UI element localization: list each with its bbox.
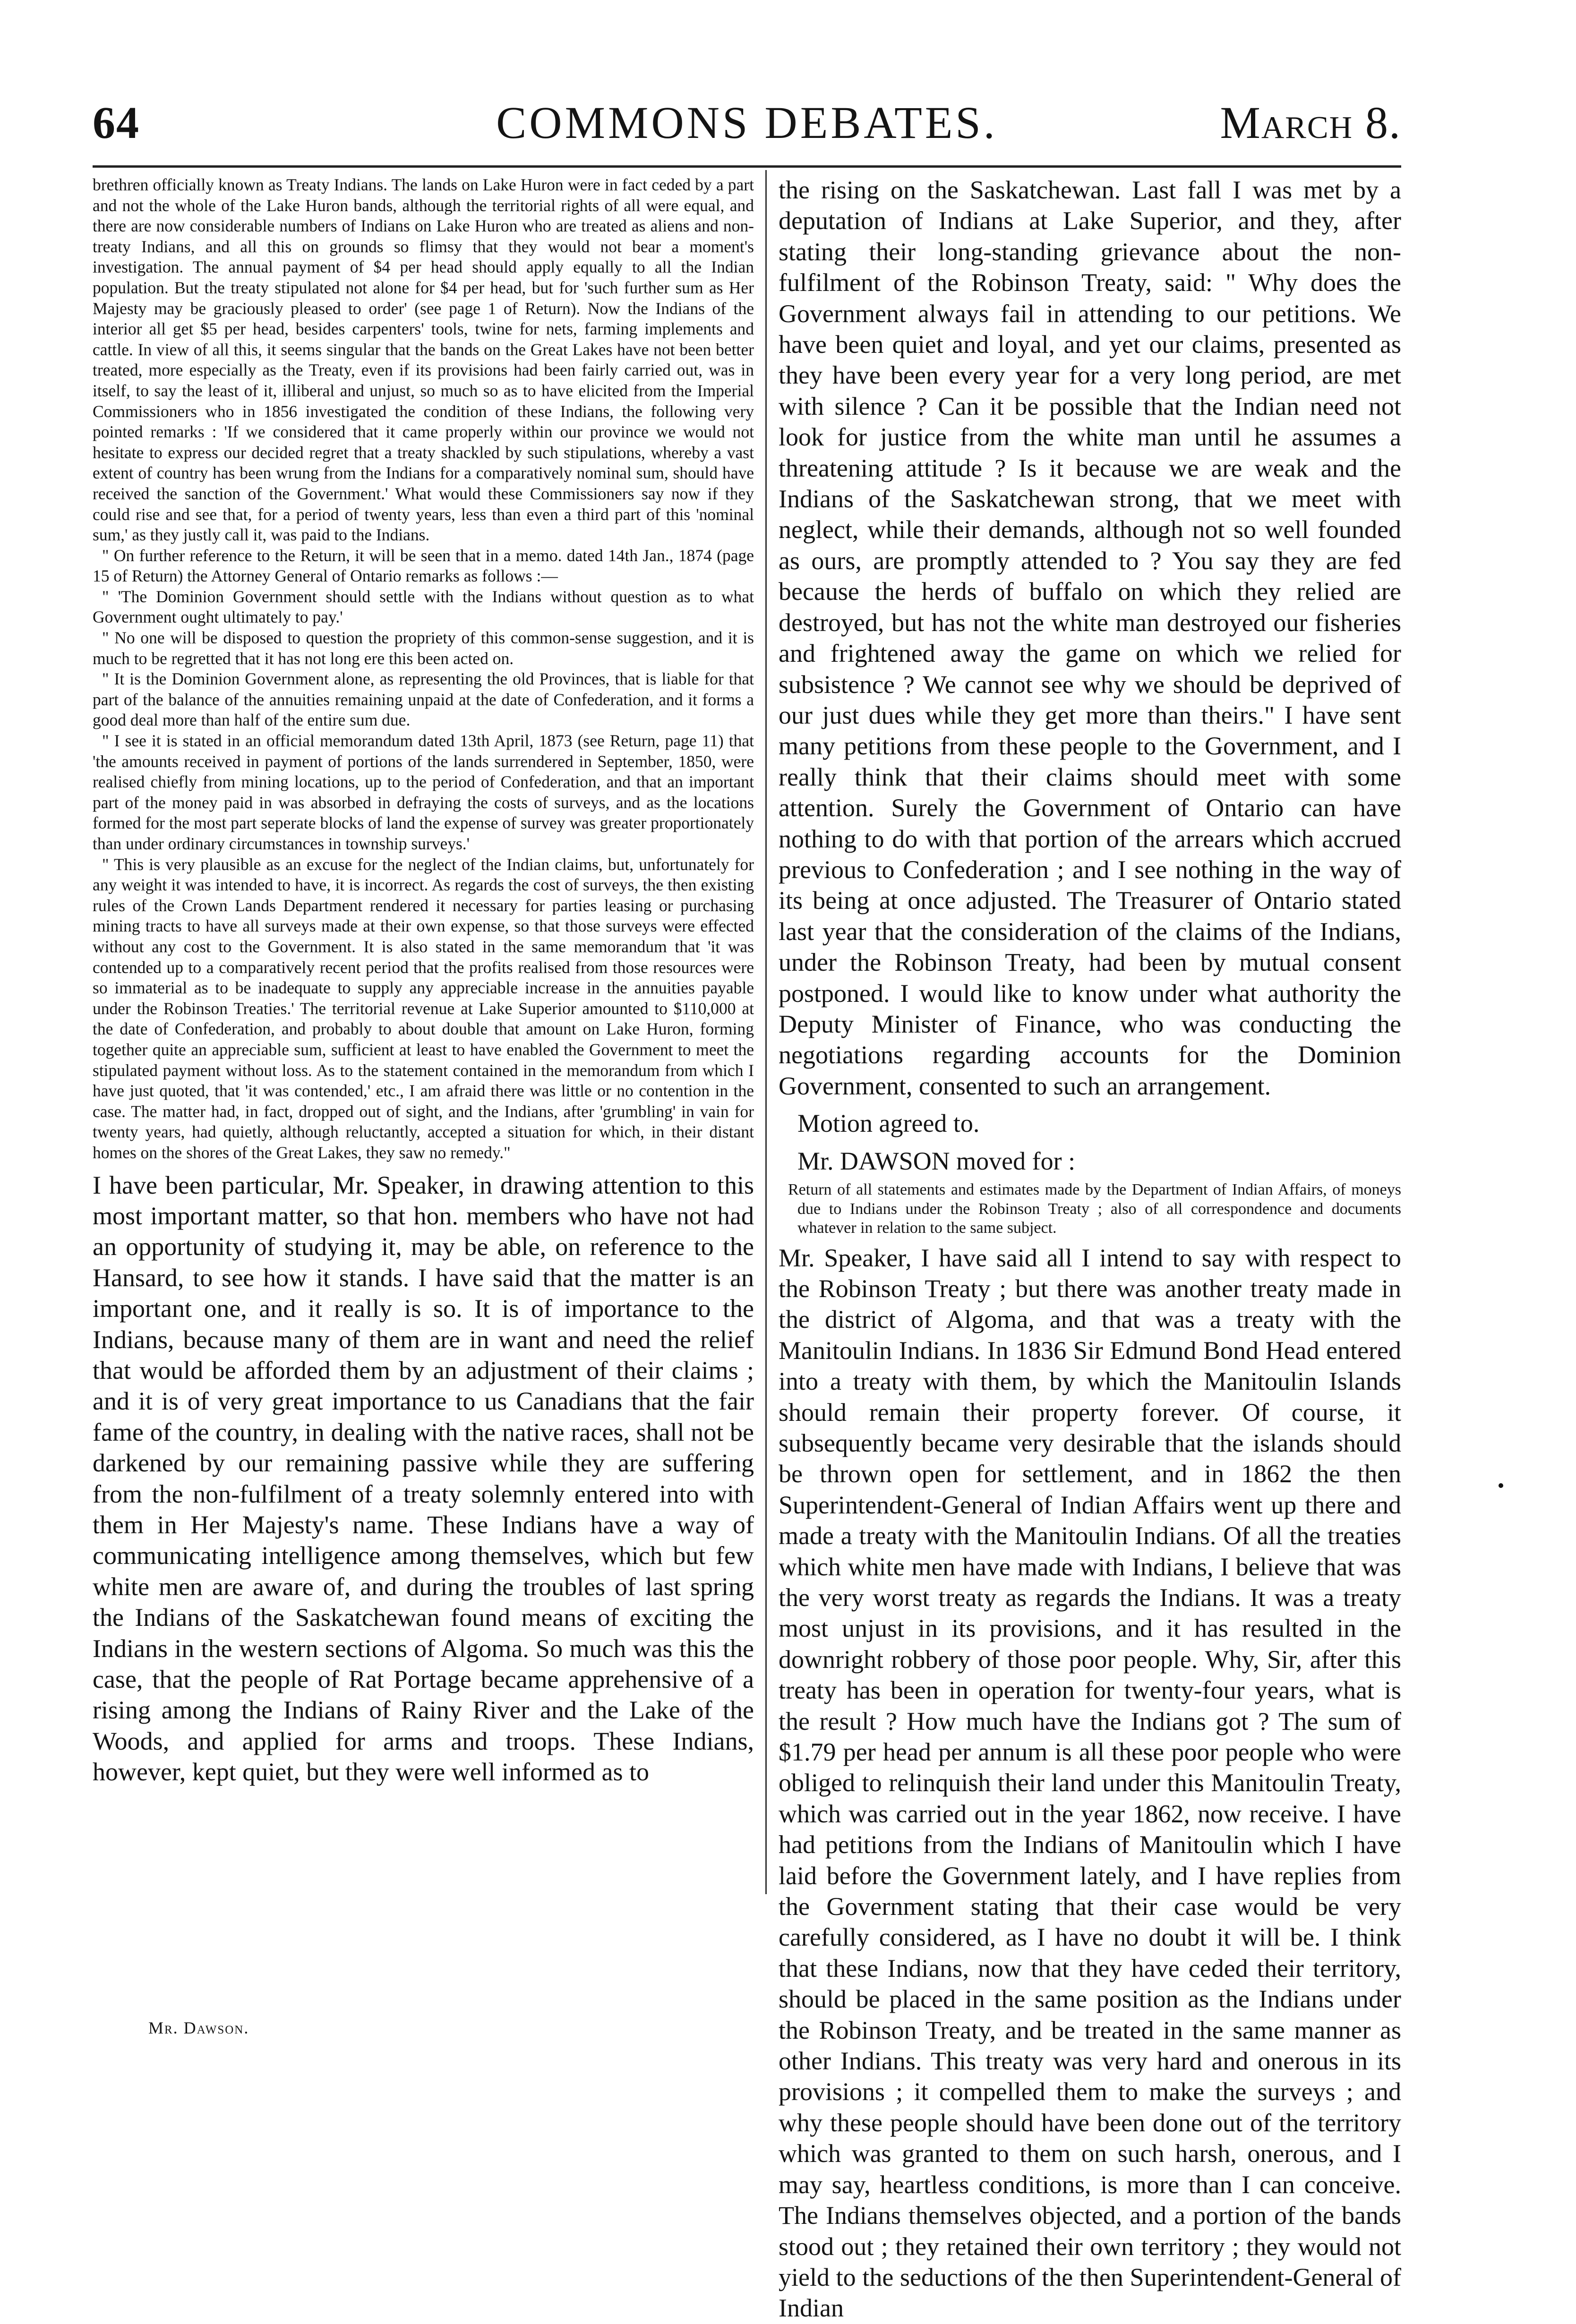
header-rule: [93, 165, 1401, 168]
page-number: 64: [93, 97, 140, 148]
quoted-paragraph: " I see it is stated in an official memorandum dated 13th April, 1873 (see Return, page 11) that 'the amounts received in payment of portions of the lands surrendered in September, 1850, were realised chiefly from mining locations, up to the period of Confederation, and that an important part of the money paid in was absorbed in defraying the costs of surveys, and as the locations formed for the most part seperate blocks of land the expense of survey was greater proportionately than under ordinary circumstances in township surveys.': [93, 731, 754, 853]
page-header: [93, 94, 1401, 161]
page-date: March 8.: [1220, 97, 1401, 148]
speech-paragraph: I have been particular, Mr. Speaker, in drawing attention to this most important matter, so that hon. members who have not had an opportunity of studying it, may be able, on reference to the Hansard, to see how it stands. I have said that the matter is an important one, and it really is so. It is of importance to the Indians, because many of them are in want and need the relief that would be afforded them by an adjustment of their claims ; and it is of very great importance to us Canadians that the fair fame of the country, in dealing with the native races, shall not be darkened by our remaining passive while they are suffering from the non-fulfilment of a treaty solemnly entered into with them in Her Majesty's name. These Indians have a way of communicating intelligence among themselves, which but few white men are aware of, and during the troubles of last spring the Indians of the Saskatchewan found means of exciting the Indians in the western sections of Algoma. So much was this the case, that the people of Rat Portage became apprehensive of a rising among the Indians of Rainy River and the Lake of the Woods, and applied for arms and troops. These Indians, however, kept quiet, but they were well informed as to: [93, 1171, 754, 1786]
motion-line: Motion agreed to.: [797, 1109, 980, 1138]
quoted-paragraph: " 'The Dominion Government should settle with the Indians without question as to what Government ought ultimately to pay.': [93, 587, 754, 627]
quoted-paragraph: " On further reference to the Return, it will be seen that in a memo. dated 14th Jan., 1874 (page 15 of Return) the Attorney General of Ontario remarks as follows :—: [93, 546, 754, 586]
speech-paragraph: Mr. Speaker, I have said all I intend to say with respect to the Robinson Treaty ; but there was another treaty made in the district of Algoma, and that was a treaty with the Manitoulin Indians. In 1836 Sir Edmund Bond Head entered into a treaty with them, by which the Manitoulin Islands should remain their property forever. Of course, it subsequently became very desirable that the islands should be thrown open for settlement, and in 1862 the then Superintendent-General of Indian Affairs went up there and made a treaty with the Manitoulin Indians. Of all the treaties which white men have made with Indians, I believe that was the very worst treaty as regards the Indians. It was a treaty most unjust in its provisions, and it has resulted in the downright robbery of those poor people. Why, Sir, after this treaty has been in operation for twenty-four years, what is the result ? How much have the Indians got ? The sum of $1.79 per head per annum is all these poor people who were obliged to relinquish their land under this Manitoulin Treaty, which was carried out in the year 1862, now receive. I have had petitions from the Indians of Manitoulin which I have laid before the Government lately, and I have replies from the Government stating that their case would be very carefully considered, as I have no doubt it will be. I think that these Indians, now that they have ceded their territory, should be placed in the same position as the Indians under the Robinson Treaty, and be treated in the same manner as other Indians. This treaty was very hard and onerous in its provisions ; it compelled them to make the surveys ; and why these people should have been done out of the territory which was granted to them on such harsh, onerous, and I may say, heartless conditions, is more than I can conceive. The Indians themselves objected, and a portion of the bands stood out ; they retained their own territory ; they would not yield to the seductions of the then Superintendent-General of Indian: [779, 1243, 1401, 2323]
margin-mark: [1499, 1483, 1503, 1488]
speech-paragraph: the rising on the Saskatchewan. Last fall I was met by a deputation of Indians at Lake Superior, and they, after stating their long-standing grievance about the non-fulfilment of the Robinson Treaty, said: " Why does the Government always fail in attending to our petitions. We have been quiet and loyal, and yet our claims, presented as they have been every year for a very long period, are met with silence ? Can it be possible that the Indian need not look for justice from the white man until he assumes a threatening attitude ? Is it because we are weak and the Indians of the Saskatchewan strong, that we meet with neglect, while their demands, although not so well founded as ours, are promptly attended to ? You say they are fed because the herds of buffalo on which they relied are destroyed, but has not the white man destroyed our fisheries and frightened away the game on which we relied for subsistence ? We cannot see why we should be deprived of our just dues while they get more than theirs." I have sent many petitions from these people to the Government, and I really think that their claims should meet with some attention. Surely the Government of Ontario can have nothing to do with that portion of the arrears which accrued previous to Confederation ; and I see nothing in the way of its being at once adjusted. The Treasurer of Ontario stated last year that the consideration of the claims of the Indians, under the Robinson Treaty, had been by mutual consent postponed. I would like to know under what authority the Deputy Minister of Finance, who was conducting the negotiations regarding accounts for the Dominion Government, consented to such an arrangement.: [779, 176, 1401, 1100]
quoted-paragraph: " No one will be disposed to question the propriety of this common-sense suggestion, and it is much to be regretted that it has not long ere this been acted on.: [93, 628, 754, 668]
publication-title: COMMONS DEBATES.: [496, 97, 998, 148]
quoted-paragraph: brethren officially known as Treaty Indians. The lands on Lake Huron were in fact ceded by a part and not the whole of the Lake Huron bands, although the territorial rights of all were equal, and there are now considerable numbers of Indians on Lake Huron who are treated as aliens and non-treaty Indians, and all this on grounds so flimsy that they would not bear a moment's investigation. The annual payment of $4 per head should apply equally to all the Indian population. But the treaty stipulated not alone for $4 per head, but for 'such further sum as Her Majesty may be graciously pleased to order' (see page 1 of Return). Now the Indians of the interior all get $5 per head, besides carpenters' tools, twine for nets, farming implements and cattle. In view of all this, it seems singular that the bands on the Great Lakes have not been better treated, more especially as the Treaty, even if its provisions had been fairly carried out, was in itself, to say the least of it, illiberal and unjust, so much so as to have elicited from the Imperial Commissioners who in 1856 investigated the condition of these Indians, the following very pointed remarks : 'If we considered that it came properly within our province we would not hesitate to express our decided regret that a treaty shackled by such stipulations, whereby a vast extent of country has been wrung from the Indians for a comparatively nominal sum, should have received the sanction of the Government.' What would these Commissioners say now if they could rise and see that, for a period of twenty years, less than even a third part of this 'nominal sum,' as they justly call it, was paid to the Indians.: [93, 175, 754, 545]
left-column: [93, 175, 754, 1788]
column-divider: [765, 170, 767, 1894]
return-request: Return of all statements and estimates made by the Department of Indian Affairs, of moneys due to Indians under the Robinson Treaty ; also of all correspondence and documents whatever in relation to the same subject.: [788, 1181, 1401, 1237]
moved-line: Mr. DAWSON moved for :: [797, 1146, 1076, 1175]
right-column: [779, 175, 1401, 2324]
quoted-paragraph: " It is the Dominion Government alone, as representing the old Provinces, that is liable for that part of the balance of the annuities remaining unpaid at the date of Confederation, and it forms a good deal more than half of the entire sum due.: [93, 669, 754, 730]
speaker-footer: Mr. Dawson.: [148, 2018, 249, 2037]
quoted-paragraph: " This is very plausible as an excuse for the neglect of the Indian claims, but, unfortunately for any weight it was intended to have, it is incorrect. As regards the cost of surveys, the then existing rules of the Crown Lands Department rendered it necessary for parties leasing or purchasing mining tracts to have all surveys made at their own expense, so that those surveys were effected without any cost to the Government. It is also stated in the same memorandum that 'it was contended up to a comparatively recent period that the profits realised from those resources were so immaterial as to be inadequate to supply any appreciable increase in the annuities payable under the Robinson Treaties.' The territorial revenue at Lake Superior amounted to $110,000 at the date of Confederation, and probably to about double that amount on Lake Huron, forming together quite an appreciable sum, sufficient at least to have enabled the Government to meet the stipulated payment without loss. As to the statement contained in the memorandum from which I have just quoted, that 'it was contended,' etc., I am afraid there was little or no contention in the case. The matter had, in fact, dropped out of sight, and the Indians, after 'grumbling' in vain for twenty years, had quietly, although reluctantly, accepted a situation for which, in their distant homes on the shores of the Great Lakes, they saw no remedy.": [93, 854, 754, 1162]
